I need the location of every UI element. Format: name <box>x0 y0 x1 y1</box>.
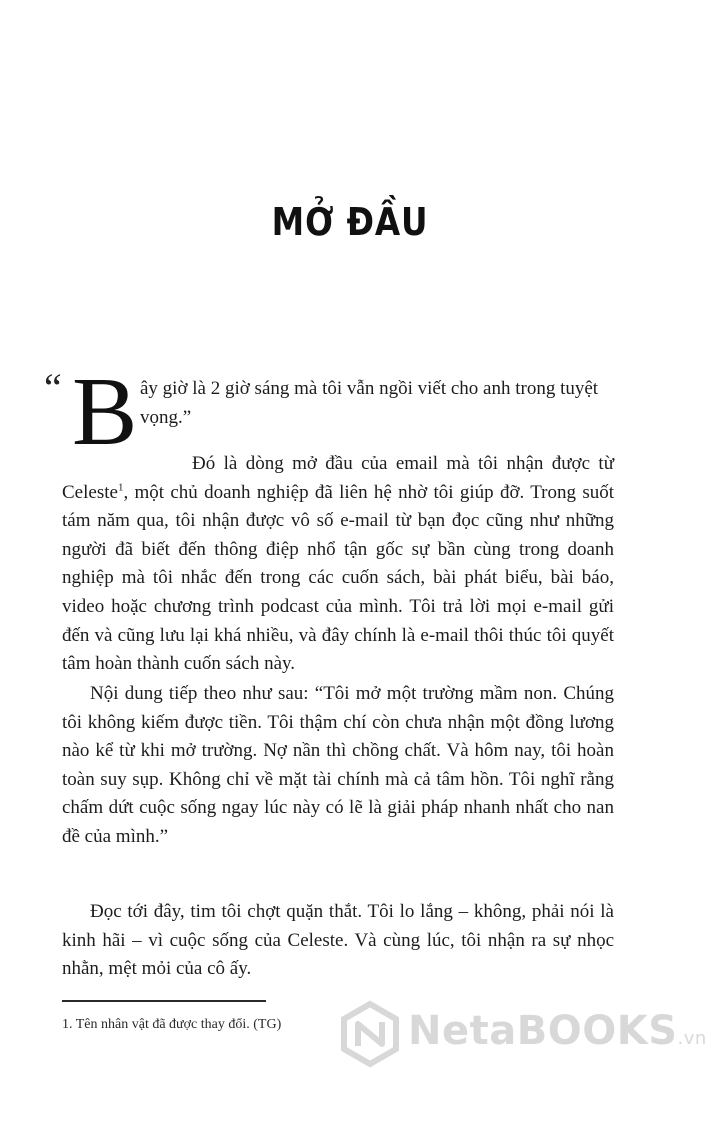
watermark-brand-name: NetaBOOKS <box>408 1008 678 1054</box>
paragraph-3 <box>62 898 614 984</box>
chapter-title: MỞ ĐẦU <box>271 200 429 244</box>
paragraph-2-text: Nội dung tiếp theo như sau: “Tôi mở một trường mầm non. Chúng tôi không kiếm được tiền. Tôi thậm chí còn chưa nhận một đồng lương nào kể từ khi mở trường. Nợ nần thì chồng chất. Và hôm nay, tôi hoàn toàn suy sụp. Không chỉ về mặt tài chính mà cả tâm hồn. Tôi nghĩ rằng chấm dứt cuộc sống ngay lúc này có lẽ là giải pháp nhanh nhất cho nan đề của mình.” <box>62 683 614 847</box>
paragraph-2 <box>62 680 614 852</box>
footnote-divider <box>62 1000 266 1002</box>
netabooks-logo-icon <box>338 1002 402 1066</box>
paragraph-3-text: Đọc tới đây, tim tôi chợt quặn thắt. Tôi lo lắng – không, phải nói là kinh hãi – vì cuộc sống của Celeste. Và cùng lúc, tôi nhận ra sự nhọc nhằn, mệt mỏi của cô ấy. <box>62 901 614 980</box>
footnote: 1. Tên nhân vật đã được thay đổi. (TG) <box>62 1017 282 1032</box>
watermark <box>338 1002 707 1072</box>
drop-cap-line-1: ây giờ là 2 giờ sáng mà tôi vẫn ngồi viết cho anh trong tuyệt <box>140 378 599 399</box>
paragraph-1 <box>62 450 614 679</box>
watermark-brand <box>408 1008 707 1054</box>
drop-cap-line-2: vọng.” <box>140 407 192 428</box>
paragraph-1-rest: , một chủ doanh nghiệp đã liên hệ nhờ tôi giúp đỡ. Trong suốt tám năm qua, tôi nhận được vô số e-mail từ bạn đọc cũng như những người đã biết đến thông điệp nhổ tận gốc sự bần cùng trong doanh nghiệp mà tôi nhắc đến trong các cuốn sách, bài phát biểu, bài báo, video hoặc chương trình podcast của mình. Tôi trả lời mọi e-mail gửi đến và cũng lưu lại khá nhiều, và đây chính là e-mail thôi thúc tôi quyết tâm hoàn thành cuốn sách này. <box>62 481 614 675</box>
drop-cap-letter: B <box>72 358 138 466</box>
footnote-marker: 1 <box>117 481 124 494</box>
opening-quote-mark: “ <box>44 365 62 410</box>
paragraph-1-start: Đó là dòng mở đầu của email mà tôi nhận được từ Celeste <box>62 453 614 503</box>
watermark-suffix: .vn <box>677 1028 707 1049</box>
